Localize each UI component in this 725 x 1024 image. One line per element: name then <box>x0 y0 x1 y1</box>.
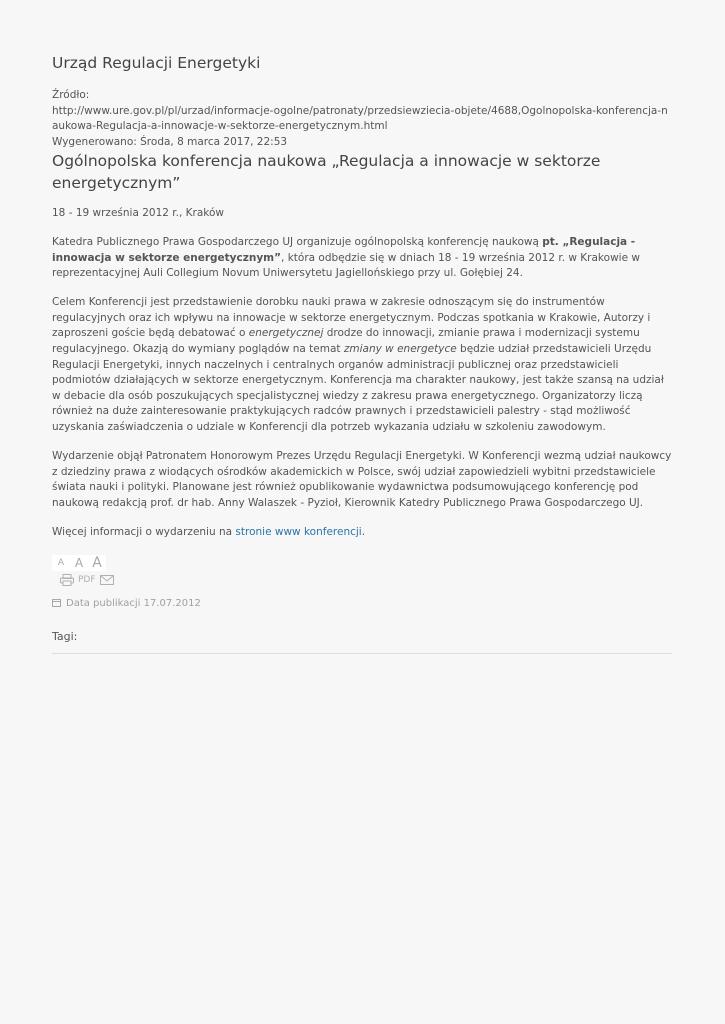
pdf-button[interactable]: PDF <box>78 574 96 585</box>
font-size-medium-button[interactable]: A <box>70 555 88 571</box>
p2-italic-1: energetycznej <box>248 327 324 340</box>
font-size-controls <box>52 555 672 571</box>
publication-date-text: Data publikacji 17.07.2012 <box>66 598 201 610</box>
p2-text-c: drodze do innowacji, zmianie prawa i modernizacji systemu regulacyjnego. Okazją do wymiany poglądów na temat <box>52 327 640 356</box>
font-size-large-button[interactable]: A <box>88 555 106 571</box>
p1-text-c: , która odbędzie się w dniach 18 - 19 września 2012 r. w Krakowie w reprezentacyjnej Auli Collegium Novum Uniwersytetu Jagiellońskiego przy ul. Gołębiej 24. <box>52 251 640 280</box>
generated-timestamp: Wygenerowano: Środa, 8 marca 2017, 22:53 <box>52 135 288 148</box>
p1-conference-name: pt. „Regulacja - innowacja w sektorze energetycznym” <box>52 235 636 264</box>
p2-text-e: będzie udział przedstawicieli Urzędu Regulacji Energetyki, innych naczelnych i centralnych organów administracji publicznej oraz przedstawicieli podmiotów działających w sektorze energetycznym. Konferencja ma charakter naukowy, jest także szansą na udział w debacie dla osób poszukujących specjalistycznej wiedzy z zakresu prawa energetycznego. Organizatorzy liczą również na duże zainteresowanie praktykujących radców prawnych i przedstawicieli palestry - stąd możliwość uzyskania zaświadczenia o udziale w Konferencji dla potrzeb wykazania udziału w szkoleniu zawodowym. <box>52 343 664 433</box>
p1-text-a: Katedra Publicznego Prawa Gospodarczego UJ organizuje ogólnopolską konferencję naukową <box>52 235 543 248</box>
source-url: http://www.ure.gov.pl/pl/urzad/informacje-ogolne/patronaty/przedsiewziecia-objete/4688,Ogolnopolska-konferencja-naukowa-Regulacja-a-innowacje-w-sektorze-energetycznym.html <box>52 104 668 133</box>
article-paragraph-4 <box>52 525 672 541</box>
article-title: Ogólnopolska konferencja naukowa „Regulacja a innowacje w sektorze energetycznym” <box>52 152 601 193</box>
conference-website-link[interactable]: stronie www konferencji <box>235 525 362 538</box>
source-meta <box>52 88 672 150</box>
printer-icon[interactable] <box>60 574 74 586</box>
tags-section <box>52 630 672 654</box>
p4-text-a: Więcej informacji o wydarzeniu na <box>52 525 236 538</box>
event-date-location: 18 - 19 września 2012 r., Kraków <box>52 207 224 220</box>
envelope-icon[interactable] <box>100 575 114 585</box>
page-content <box>52 52 672 654</box>
article-paragraph-3: Wydarzenie objął Patronatem Honorowym Prezes Urzędu Regulacji Energetyki. W Konferencji wezmą udział naukowcy z dziedziny prawa z wiodących ośrodków akademickich w Polsce, swój udział zapowiedzieli wybitni przedstawiciele świata nauki i polityki. Planowane jest również opublikowanie wydawnictwa podsumowującego konferencję pod naukową redakcją prof. dr hab. Anny Walaszek - Pyzioł, Kierownik Katedry Publicznego Prawa Gospodarczego UJ. <box>52 450 672 509</box>
p4-text-b: . <box>361 525 366 538</box>
publication-date <box>52 597 672 611</box>
article-actions <box>60 573 672 587</box>
calendar-icon <box>52 598 61 610</box>
article-paragraph-1 <box>52 235 672 282</box>
source-label: Źródło: <box>52 89 90 101</box>
font-size-small-button[interactable]: A <box>52 555 70 571</box>
site-title: Urząd Regulacji Energetyki <box>52 54 261 72</box>
p2-italic-2: zmiany w energetyce <box>343 343 457 356</box>
tags-label: Tagi: <box>52 629 78 643</box>
article-paragraph-2 <box>52 295 672 435</box>
p2-text-a: Celem Konferencji jest przedstawienie dorobku nauki prawa w zakresie odnoszącym się do instrumentów regulacyjnych oraz ich wpływu na innowacje w sektorze energetycznym. Podczas spotkania w Krakowie, Autorzy i zaproszeni goście będą debatować o <box>52 296 651 340</box>
